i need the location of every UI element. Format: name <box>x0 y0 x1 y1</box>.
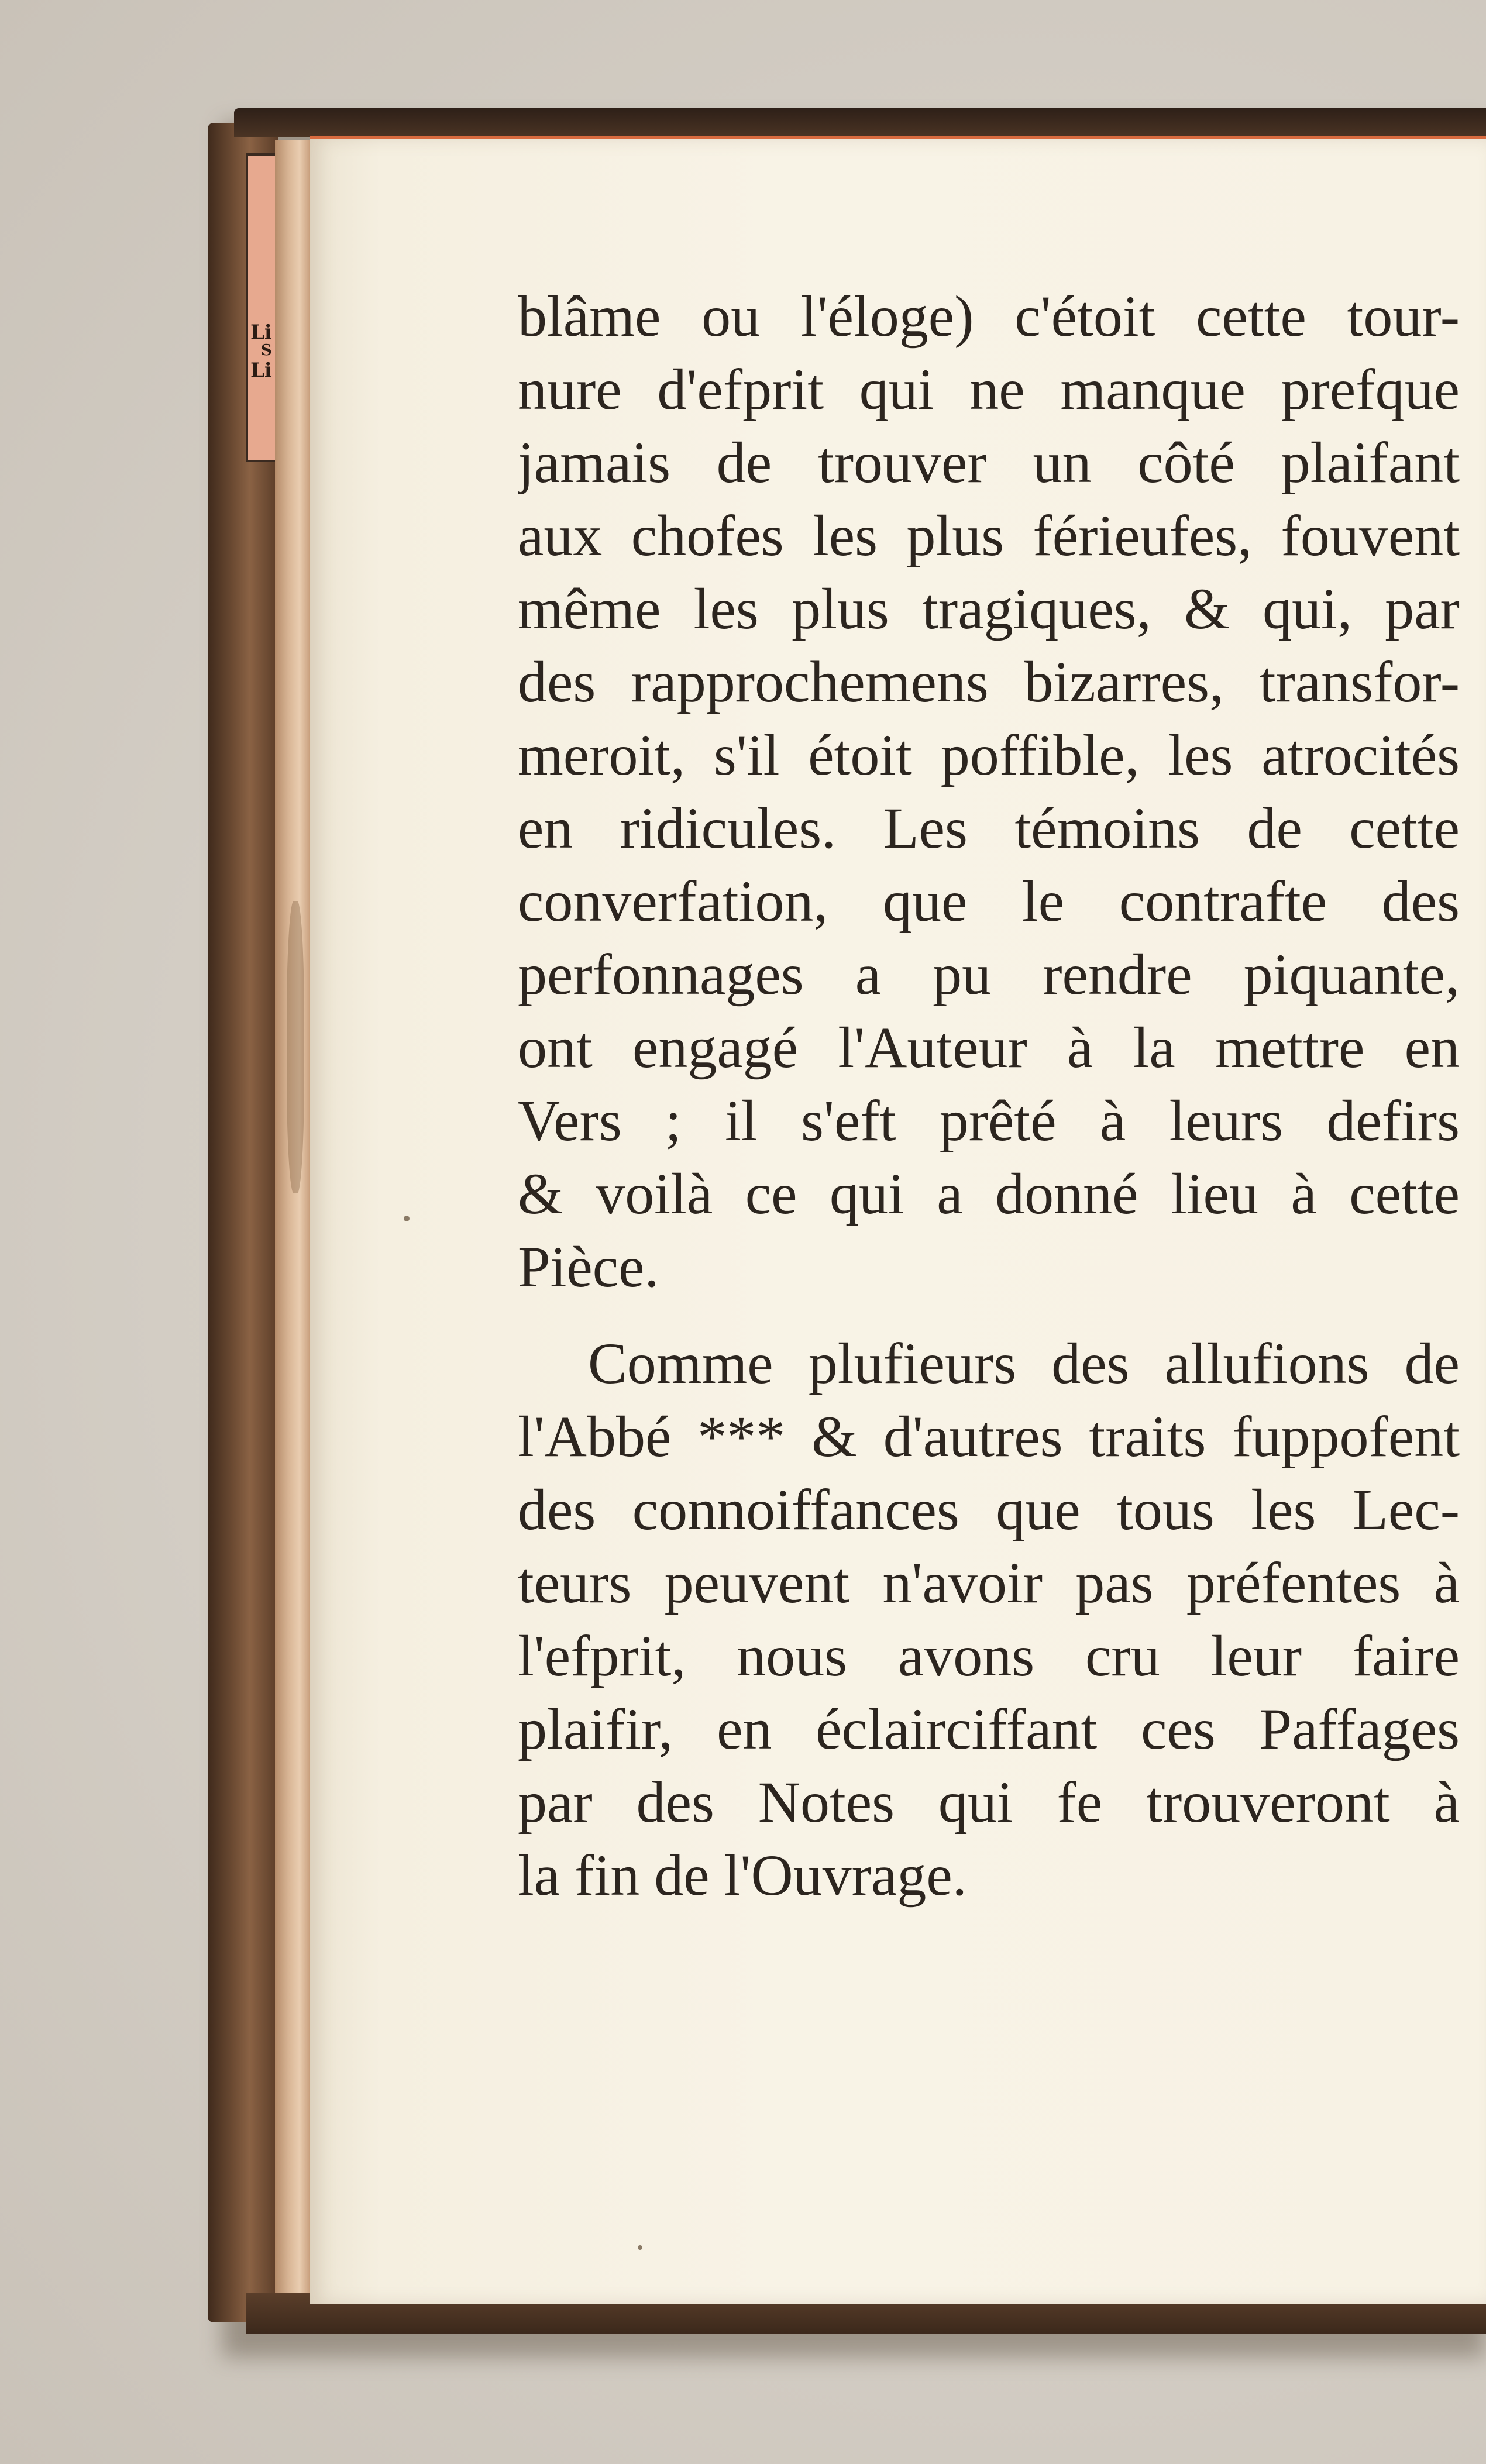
spine-label-line-1: Li <box>250 321 272 344</box>
text-line: nure d'efprit qui ne manque prefque <box>518 357 1460 422</box>
paragraph-1 <box>518 280 1460 1303</box>
paper-speck <box>404 1216 410 1221</box>
text-line: ont engagé l'Auteur à la mettre en <box>518 1015 1460 1080</box>
text-line: en ridicules. Les témoins de cette <box>518 796 1460 861</box>
page-edge <box>275 140 312 2299</box>
spine-label-line-2: S <box>261 342 272 359</box>
text-line: aux chofes les plus férieufes, fouvent <box>518 503 1460 568</box>
text-line: plaifir, en éclairciffant ces Paffages <box>518 1696 1460 1761</box>
text-line: même les plus tragiques, & qui, par <box>518 576 1460 641</box>
text-line: Pièce. <box>518 1234 659 1299</box>
text-line: l'efprit, nous avons cru leur faire <box>518 1623 1460 1688</box>
text-line: Vers ; il s'eft prêté à leurs defirs <box>518 1088 1460 1153</box>
text-line: la fin de l'Ouvrage. <box>518 1843 967 1908</box>
spine-label-line-3: Li <box>250 359 272 382</box>
text-line: l'Abbé *** & d'autres traits fuppofent <box>518 1404 1460 1469</box>
book-page <box>310 136 1486 2304</box>
text-line: meroit, s'il étoit poffible, les atrocités <box>518 722 1460 787</box>
text-line: des rapprochemens bizarres, transfor- <box>518 649 1460 714</box>
text-line: blâme ou l'éloge) c'étoit cette tour- <box>518 284 1460 349</box>
text-line: jamais de trouver un côté plaifant <box>518 430 1460 495</box>
text-line: perfonnages a pu rendre piquante, <box>518 942 1460 1007</box>
text-line: & voilà ce qui a donné lieu à cette <box>518 1161 1460 1226</box>
text-line: converfation, que le contrafte des <box>518 869 1460 934</box>
page-text <box>518 280 1460 1912</box>
book-binding-top <box>234 108 1486 137</box>
text-line: Comme plufieurs des allufions de <box>588 1331 1460 1396</box>
text-line: par des Notes qui fe trouveront à <box>518 1770 1460 1835</box>
text-line: des connoiffances que tous les Lec- <box>518 1477 1460 1542</box>
text-line: teurs peuvent n'avoir pas préfentes à <box>518 1550 1460 1615</box>
paper-speck <box>638 2245 642 2250</box>
paragraph-gap <box>518 1303 1460 1327</box>
paragraph-2 <box>518 1327 1460 1912</box>
